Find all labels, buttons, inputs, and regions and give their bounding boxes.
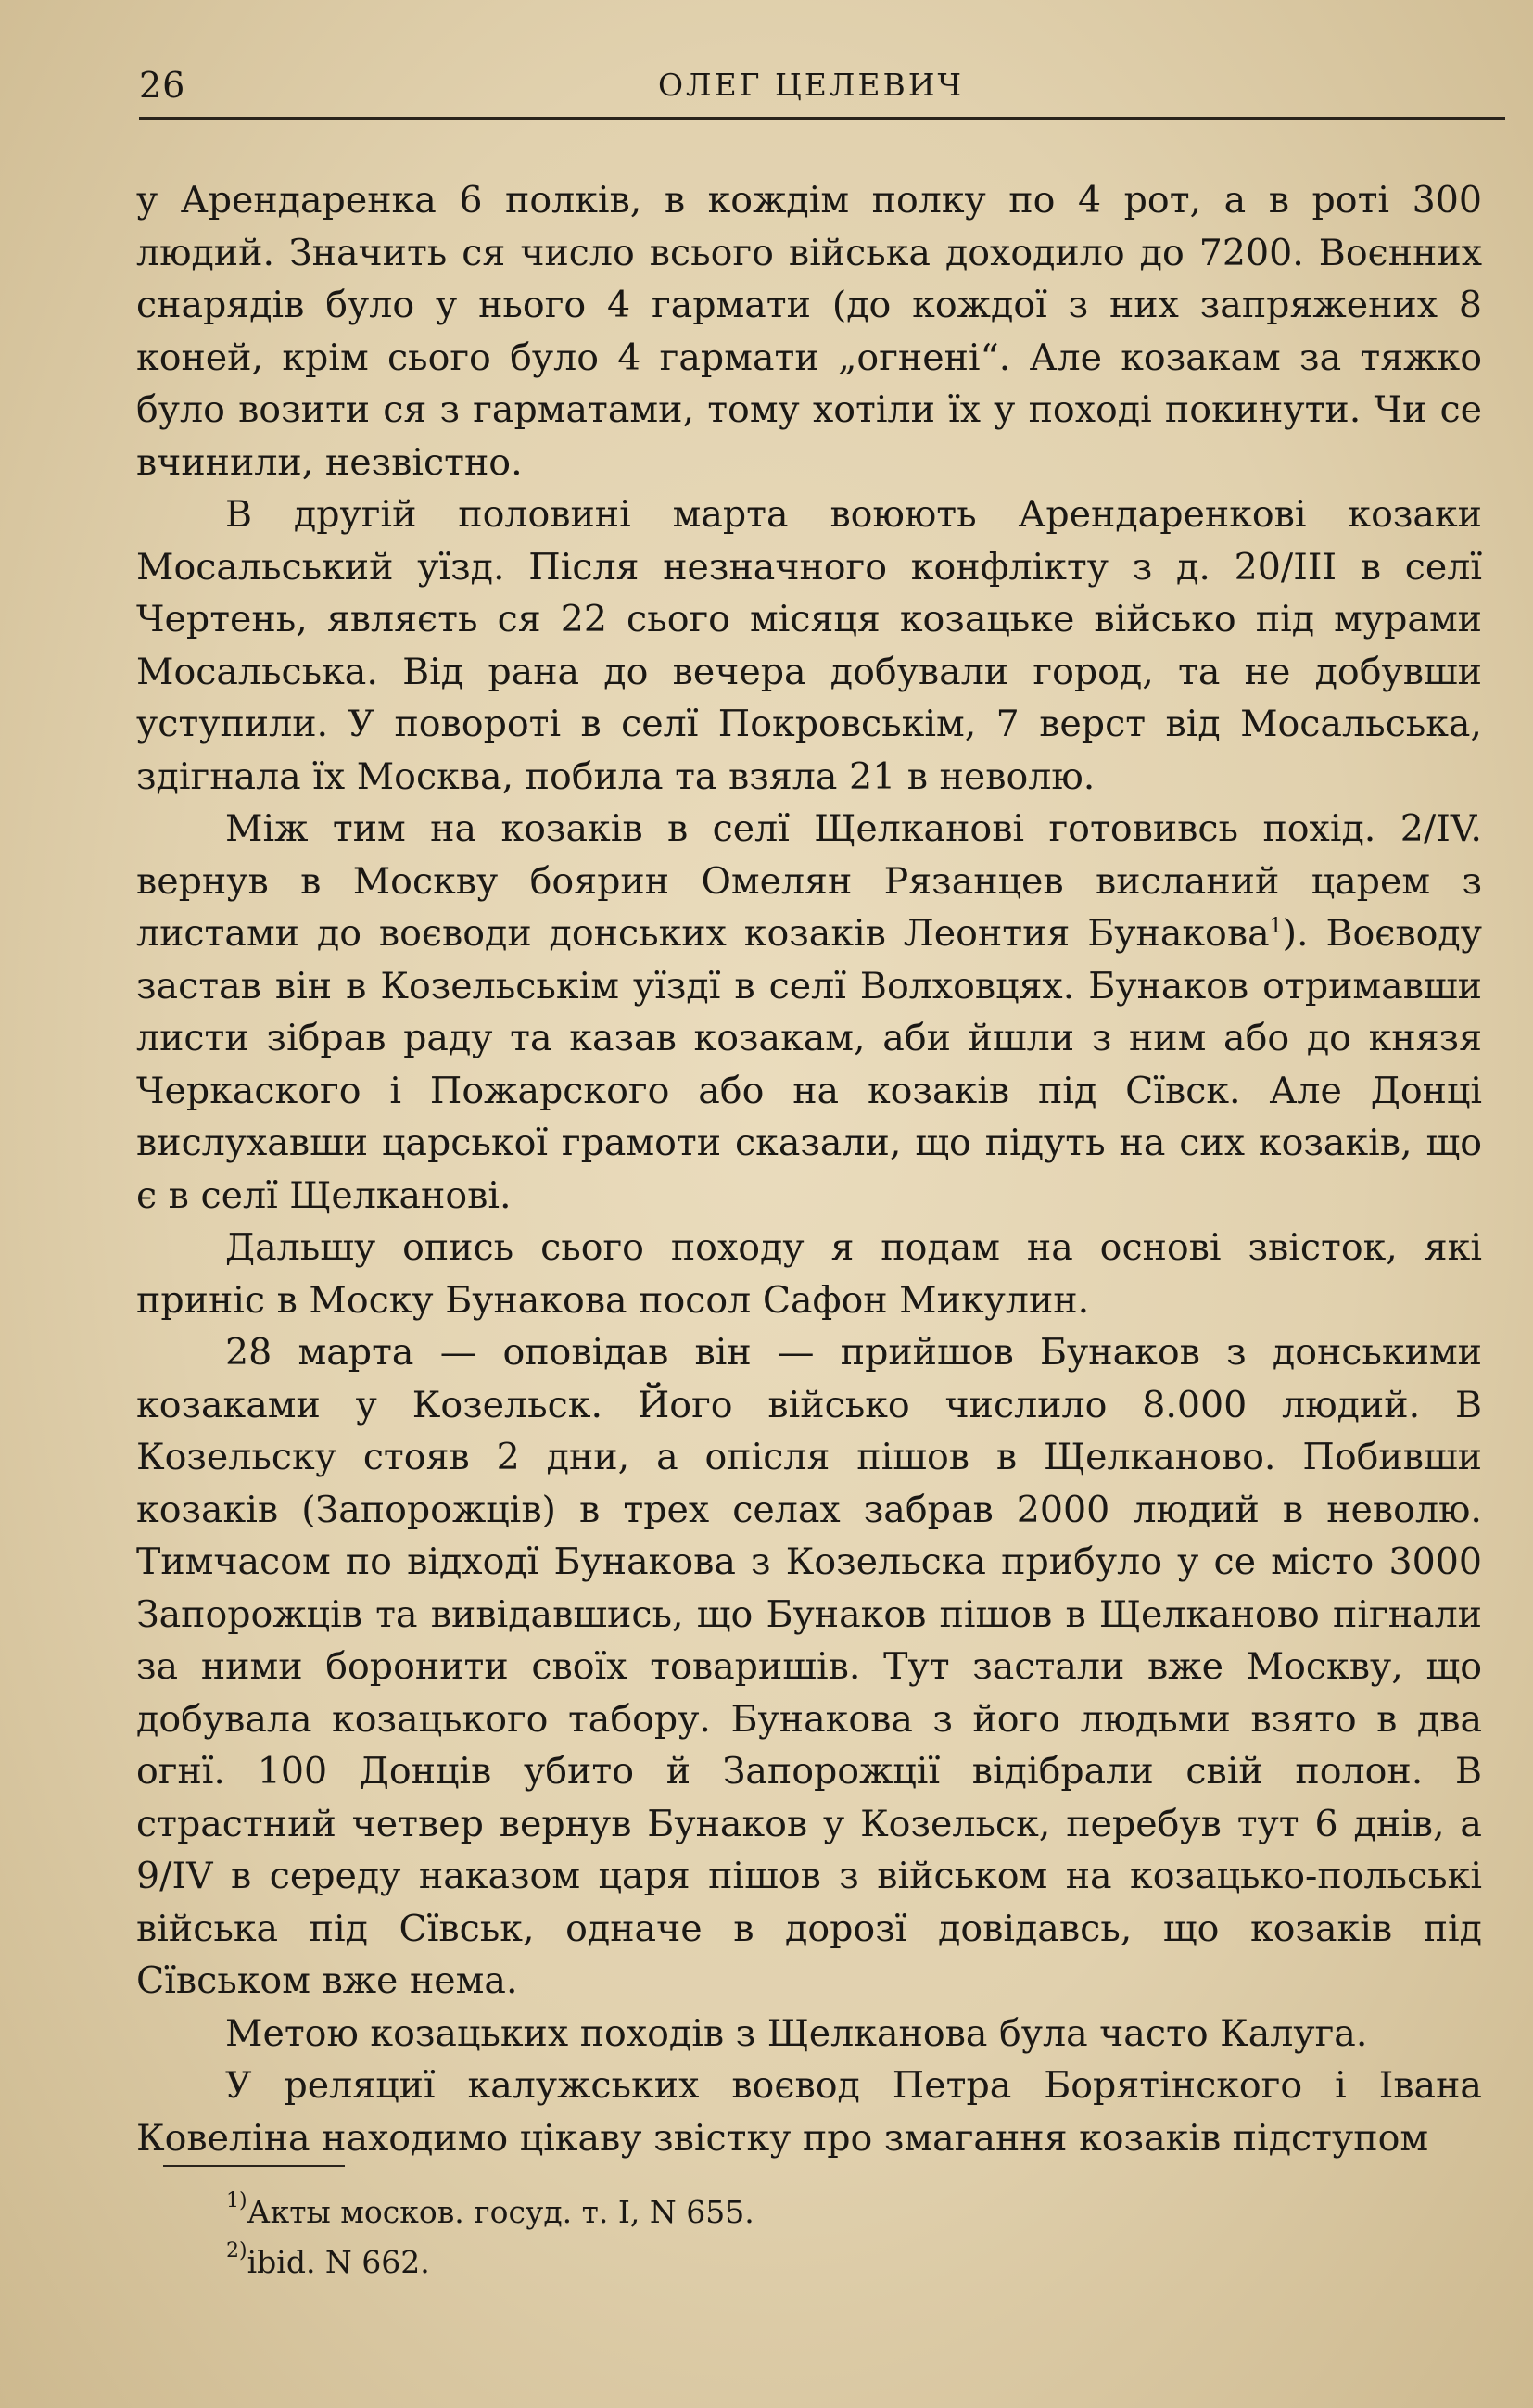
- footnote-2: [226, 2237, 1338, 2288]
- paragraph-1: у Арендаренка 6 полків, в кождім полку по 4 рот, а в роті 300 людий. Значить ся число всього війська доходило до 7200. Воєнних снарядів було у нього 4 гармати (до кождої з них запряжених 8 коней, крім сього було 4 гармати „огнені“. Але козакам за тяжко було возити ся з гарматами, тому хотіли їх у поході покинути. Чи се вчинили, незвістно.: [136, 179, 1482, 484]
- paragraph-3-text-end: ). Воєводу застав він в Козельськім уїздї в селї Волховцях. Бунаков отримавши листи зібрав раду та казав козакам, аби йшли з ним або до князя Черкаского і Пожарского або на козаків під Сївск. Але Донці вислухавши царської грамоти сказали, що підуть на сих козаків, що є в селї Щелканові.: [136, 912, 1482, 1217]
- footnote-1: [226, 2187, 1338, 2237]
- footnote-marker: 1): [226, 2189, 247, 2212]
- footnotes: [226, 2187, 1338, 2288]
- footnote-text: ibid. N 662.: [247, 2244, 430, 2280]
- paragraph-7: У реляциї калужських воєвод Петра Борятінского і Івана Ковеліна находимо цікаву звістку про змагання козаків підступом: [136, 2064, 1482, 2160]
- footnote-rule: [163, 2165, 345, 2167]
- footnote-text: Акты москов. госуд. т. I, N 655.: [247, 2194, 754, 2230]
- page-number: 26: [139, 65, 186, 106]
- paragraph-2: В другій половині марта воюють Арендаренкові козаки Мосальський уїзд. Після незначного конфлікту з д. 20/III в селї Чертень, являєть ся 22 сього місяця козацьке військо під мурами Мосальська. Від рана до вечера добували город, та не добувши уступили. У повороті в селї Покровськім, 7 верст від Мосальська, здігнала їх Москва, побила та взяла 21 в неволю.: [136, 493, 1482, 798]
- paragraph-6: Метою козацьких походів з Щелканова була часто Калуга.: [225, 2011, 1368, 2055]
- paragraph-4: Дальшу опись сього походу я подам на основі звісток, які приніс в Моску Бунакова посол Сафон Микулин.: [136, 1226, 1482, 1322]
- paragraph-3: [136, 803, 1482, 1222]
- running-head: ОЛЕГ ЦЕЛЕВИЧ: [658, 67, 965, 103]
- footnote-reference: 1: [1269, 914, 1283, 938]
- paragraph-3-text-start: Між тим на козаків в селї Щелканові готовивсь похід. 2/IV. вернув в Москву боярин Омелян Рязанцев висланий царем з листами до воєводи донських козаків Леонтия Бунакова: [136, 807, 1482, 955]
- header-rule: [139, 117, 1505, 120]
- paragraph-5: 28 марта — оповідав він — прийшов Бунаков з донськими козаками у Козельск. Його військо числило 8.000 людий. В Козельску стояв 2 дни, а опісля пішов в Щелканово. Побивши козаків (Запорожців) в трех селах забрав 2000 людий в неволю. Тимчасом по відходї Бунакова з Козельска прибуло у се місто 3000 Запорожців та вивідавшись, що Бунаков пішов в Щелканово пігнали за ними боронити своїх товаришів. Тут застали вже Москву, що добувала козацького табору. Бунакова з його людьми взято в два огнї. 100 Донців убито й Запорожції відібрали свій полон. В страстний четвер вернув Бунаков у Козельск, перебув тут 6 днів, а 9/IV в середу наказом царя пішов з військом на козацько-польські війська під Сївськ, одначе в дорозї довідавсь, що козаків під Сївськом вже нема.: [136, 1331, 1482, 2002]
- main-text: [136, 174, 1482, 2164]
- page-header: [139, 56, 1505, 120]
- footnote-marker: 2): [226, 2239, 247, 2262]
